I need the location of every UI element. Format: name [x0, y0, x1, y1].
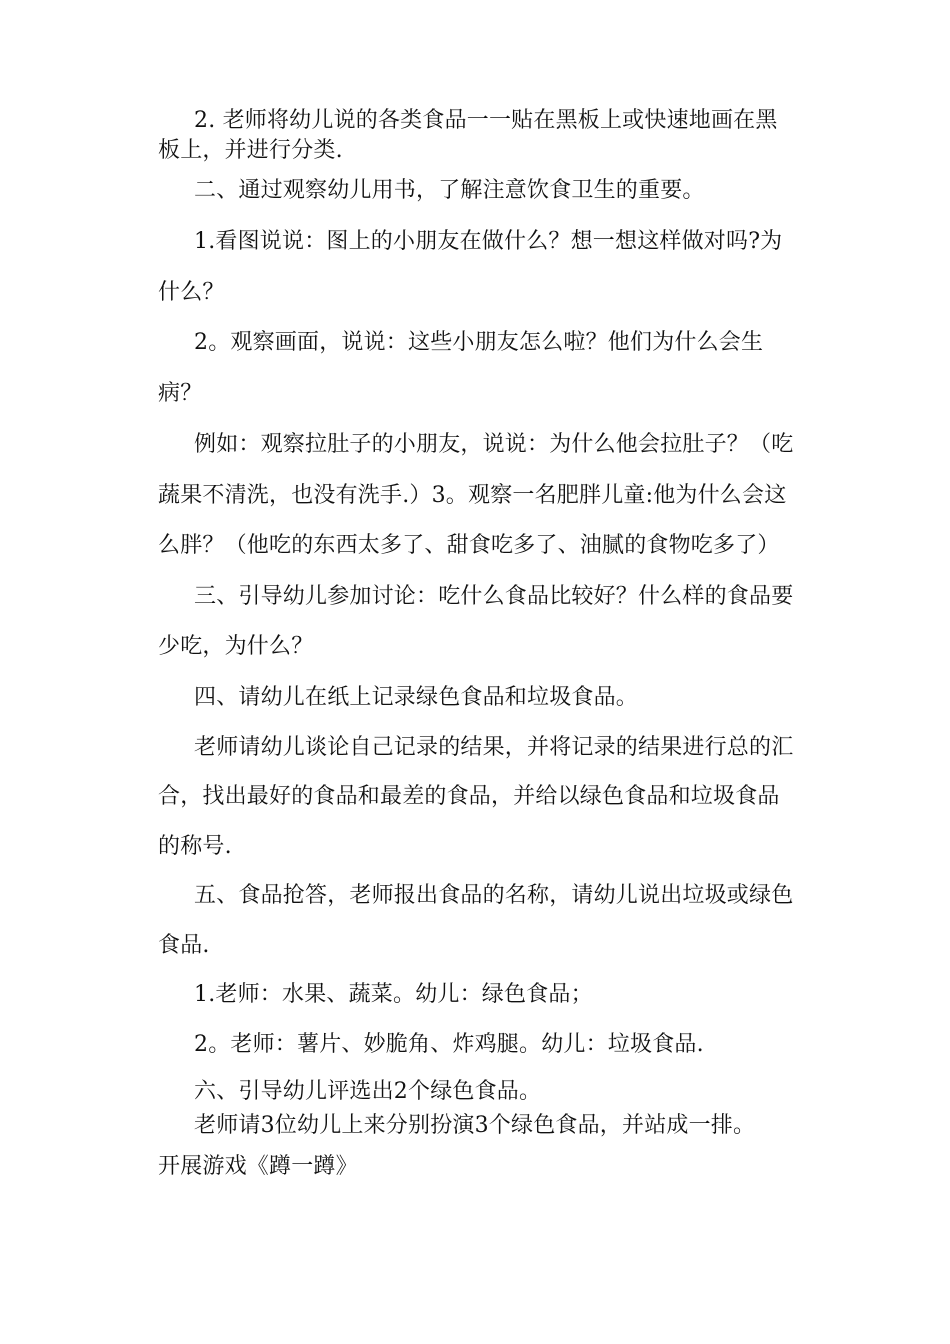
paragraph-line-20: 2。老师：薯片、妙脆角、炸鸡腿。幼儿：垃圾食品. [194, 1032, 704, 1057]
paragraph-line-16: 的称号. [158, 834, 232, 859]
paragraph-line-9: 蔬果不清洗，也没有洗手.）3。观察一名肥胖儿童:他为什么会这 [158, 483, 787, 508]
paragraph-line-19: 1.老师：水果、蔬菜。幼儿：绿色食品； [194, 982, 593, 1007]
paragraph-line-6: 2。观察画面，说说：这些小朋友怎么啦？他们为什么会生 [194, 330, 764, 355]
section-heading-5: 五、食品抢答，老师报出食品的名称，请幼儿说出垃圾或绿色 [194, 883, 794, 908]
section-heading-2: 二、通过观察幼儿用书，了解注意饮食卫生的重要。 [194, 178, 705, 203]
paragraph-line-7: 病？ [158, 381, 203, 406]
paragraph-line-10: 么胖？（他吃的东西太多了、甜食吃多了、油腻的食物吃多了） [158, 533, 780, 558]
paragraph-line-22: 老师请3位幼儿上来分别扮演3个绿色食品，并站成一排。 [194, 1113, 756, 1138]
paragraph-line-23: 开展游戏《蹲一蹲》 [158, 1154, 358, 1179]
paragraph-line-18: 食品. [158, 933, 210, 958]
section-heading-3: 三、引导幼儿参加讨论：吃什么食品比较好？什么样的食品要 [194, 584, 794, 609]
section-heading-6: 六、引导幼儿评选出2个绿色食品。 [194, 1079, 542, 1104]
paragraph-line-15: 合，找出最好的食品和最差的食品，并给以绿色食品和垃圾食品 [158, 784, 780, 809]
paragraph-line-12: 少吃，为什么？ [158, 634, 314, 659]
paragraph-line-14: 老师请幼儿谈论自己记录的结果，并将记录的结果进行总的汇 [194, 735, 794, 760]
paragraph-line-2: 板上，并进行分类. [158, 138, 343, 163]
paragraph-line-1: 2. 老师将幼儿说的各类食品一一贴在黑板上或快速地画在黑 [194, 108, 778, 133]
section-heading-4: 四、请幼儿在纸上记录绿色食品和垃圾食品。 [194, 685, 639, 710]
paragraph-line-4: 1.看图说说：图上的小朋友在做什么？想一想这样做对吗?为 [194, 229, 783, 254]
paragraph-line-8: 例如：观察拉肚子的小朋友，说说：为什么他会拉肚子？（吃 [194, 432, 794, 457]
paragraph-line-5: 什么？ [158, 280, 225, 305]
